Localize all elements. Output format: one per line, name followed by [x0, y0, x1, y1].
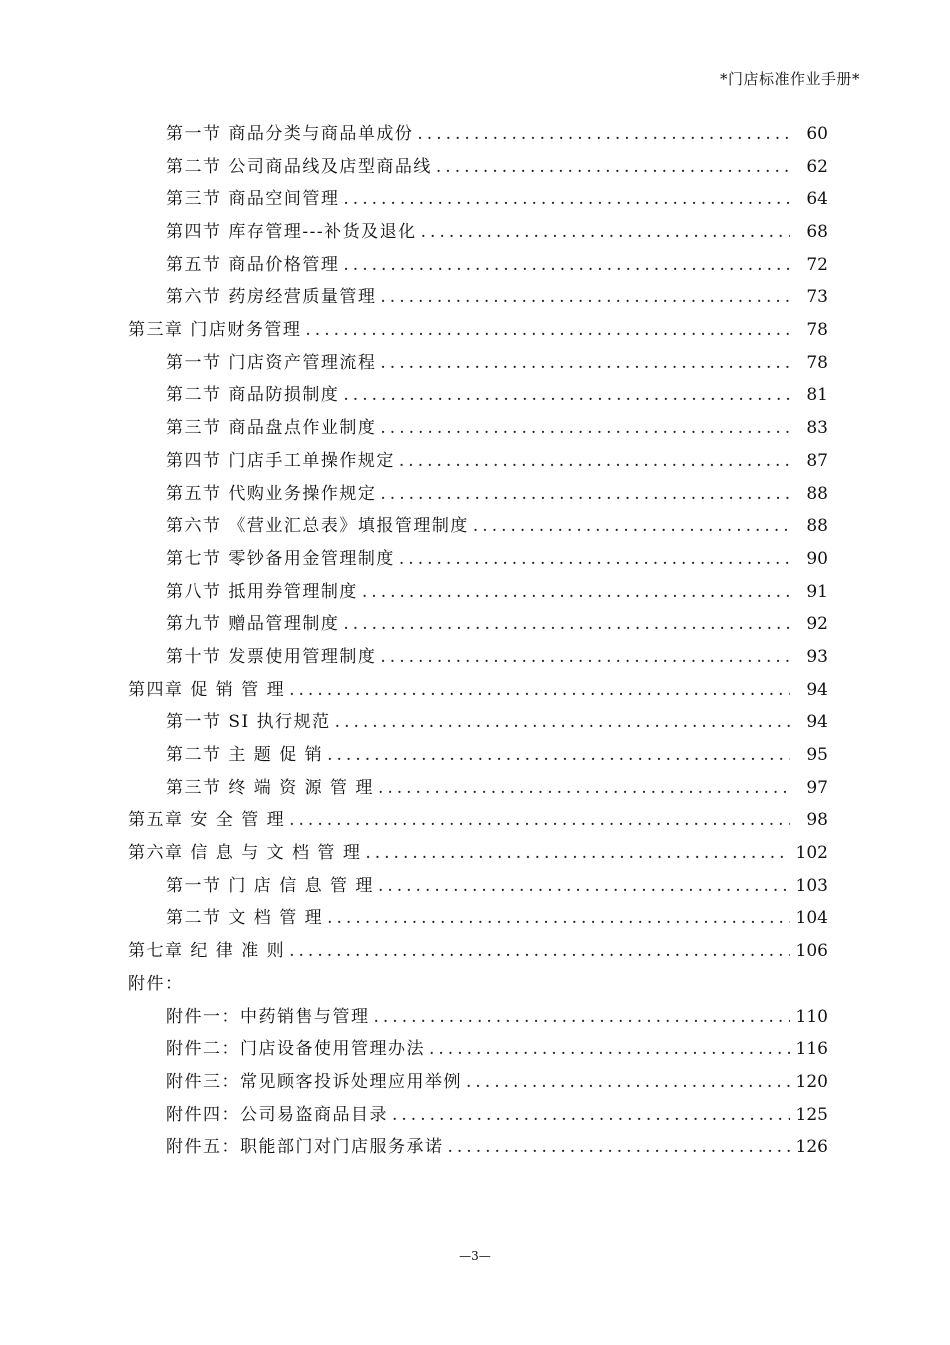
toc-entry-title: 第三节 商品空间管理 [166, 189, 340, 210]
toc-entry[interactable] [128, 1033, 828, 1066]
toc-section-heading [128, 968, 828, 1001]
toc-page-number: 95 [806, 745, 828, 766]
toc-entry-title: 第六章 信 息 与 文 档 管 理 [128, 843, 362, 864]
toc-page-number: 72 [806, 254, 828, 275]
dot-leader [374, 1001, 791, 1034]
toc-entry[interactable] [128, 674, 828, 707]
toc-page-number: 62 [806, 156, 828, 177]
dot-leader [466, 1066, 790, 1099]
dot-leader [399, 445, 790, 478]
dot-leader [343, 183, 790, 216]
toc-entry[interactable] [128, 1066, 828, 1099]
toc-page-number: 98 [806, 810, 828, 831]
toc-entry-title: 第十节 发票使用管理制度 [166, 646, 377, 667]
dot-leader [380, 478, 790, 511]
toc-entry-title: 第四章 促 销 管 理 [128, 679, 286, 700]
toc-page-number: 81 [806, 385, 828, 406]
toc-entry-title: 第一节 门 店 信 息 管 理 [166, 875, 374, 896]
toc-entry[interactable] [128, 1001, 828, 1034]
toc-entry-title: 第三节 终 端 资 源 管 理 [166, 777, 374, 798]
toc-entry[interactable] [128, 1099, 828, 1132]
dot-leader [289, 674, 790, 707]
toc-entry[interactable] [128, 412, 828, 445]
toc-entry-title: 第五章 安 全 管 理 [128, 810, 286, 831]
toc-page-number: 125 [795, 1104, 828, 1125]
toc-entry-title: 附件： [128, 973, 184, 994]
toc-page-number: 116 [795, 1039, 828, 1060]
toc-page-number: 110 [795, 1006, 828, 1027]
toc-entry[interactable] [128, 837, 828, 870]
toc-entry-title: 第五节 商品价格管理 [166, 254, 340, 275]
toc-entry-title: 第五节 代购业务操作规定 [166, 483, 377, 504]
toc-page-number: 94 [806, 712, 828, 733]
toc-entry[interactable] [128, 870, 828, 903]
toc-page-number: 126 [795, 1137, 828, 1158]
toc-entry[interactable] [128, 347, 828, 380]
dot-leader [429, 1033, 790, 1066]
toc-entry-title: 第四节 库存管理---补货及退化 [166, 222, 417, 243]
toc-entry-title: 第七章 纪 律 准 则 [128, 941, 286, 962]
toc-entry[interactable] [128, 706, 828, 739]
toc-page-number: 94 [806, 679, 828, 700]
dot-leader [365, 837, 790, 870]
toc-page-number: 92 [806, 614, 828, 635]
toc-entry[interactable] [128, 608, 828, 641]
toc-entry-title: 附件五：职能部门对门店服务承诺 [166, 1137, 444, 1158]
toc-entry-title: 附件三：常见顾客投诉处理应用举例 [166, 1071, 462, 1092]
dot-leader [421, 216, 790, 249]
toc-entry-title: 附件二：门店设备使用管理办法 [166, 1039, 425, 1060]
dot-leader [392, 1099, 790, 1132]
toc-page-number: 103 [795, 875, 828, 896]
toc-entry[interactable] [128, 903, 828, 936]
toc-entry-title: 第三章 门店财务管理 [128, 320, 302, 341]
toc-page-number: 88 [806, 483, 828, 504]
table-of-contents [128, 118, 828, 1164]
page-number: —3— [459, 1249, 491, 1263]
dot-leader [335, 706, 790, 739]
toc-page-number: 78 [806, 352, 828, 373]
dot-leader [399, 543, 790, 576]
toc-entry[interactable] [128, 216, 828, 249]
toc-entry[interactable] [128, 1131, 828, 1164]
toc-entry[interactable] [128, 772, 828, 805]
toc-page-number: 106 [795, 941, 828, 962]
toc-entry[interactable] [128, 576, 828, 609]
toc-page-number: 91 [806, 581, 828, 602]
toc-entry-title: 第四节 门店手工单操作规定 [166, 450, 395, 471]
toc-entry[interactable] [128, 445, 828, 478]
toc-entry-title: 第二节 商品防损制度 [166, 385, 340, 406]
toc-entry[interactable] [128, 281, 828, 314]
dot-leader [436, 151, 790, 184]
toc-page-number: 97 [806, 777, 828, 798]
toc-entry-title: 第九节 赠品管理制度 [166, 614, 340, 635]
toc-entry[interactable] [128, 510, 828, 543]
toc-entry[interactable] [128, 543, 828, 576]
toc-entry[interactable] [128, 118, 828, 151]
toc-page-number: 60 [806, 123, 828, 144]
dot-leader [343, 379, 790, 412]
dot-leader [305, 314, 790, 347]
toc-page-number: 87 [806, 450, 828, 471]
toc-page-number: 64 [806, 189, 828, 210]
dot-leader [343, 249, 790, 282]
toc-page-number: 73 [806, 287, 828, 308]
toc-entry[interactable] [128, 478, 828, 511]
dot-leader [343, 608, 790, 641]
toc-entry[interactable] [128, 739, 828, 772]
dot-leader [473, 510, 790, 543]
toc-entry-title: 第一节 SI 执行规范 [166, 712, 331, 733]
toc-entry[interactable] [128, 935, 828, 968]
dot-leader [362, 576, 790, 609]
toc-entry[interactable] [128, 804, 828, 837]
dot-leader [380, 641, 790, 674]
toc-entry-title: 第七节 零钞备用金管理制度 [166, 548, 395, 569]
toc-entry[interactable] [128, 151, 828, 184]
toc-entry[interactable] [128, 183, 828, 216]
toc-entry[interactable] [128, 249, 828, 282]
toc-entry[interactable] [128, 314, 828, 347]
toc-page-number: 83 [806, 418, 828, 439]
toc-entry-title: 附件一：中药销售与管理 [166, 1006, 370, 1027]
toc-entry-title: 第六节 药房经营质量管理 [166, 287, 377, 308]
toc-entry-title: 第二节 主 题 促 销 [166, 745, 324, 766]
toc-entry[interactable] [128, 641, 828, 674]
dot-leader [327, 739, 790, 772]
dot-leader [380, 412, 790, 445]
toc-page-number: 90 [806, 548, 828, 569]
toc-page-number: 120 [795, 1071, 828, 1092]
dot-leader [448, 1131, 791, 1164]
dot-leader [380, 347, 790, 380]
toc-entry-title: 第六节 《营业汇总表》填报管理制度 [166, 516, 469, 537]
toc-entry-title: 第一节 门店资产管理流程 [166, 352, 377, 373]
running-header: *门店标准作业手册* [719, 70, 860, 88]
toc-page-number: 102 [795, 843, 828, 864]
toc-entry-title: 第八节 抵用券管理制度 [166, 581, 358, 602]
toc-page-number: 78 [806, 320, 828, 341]
toc-entry-title: 第一节 商品分类与商品单成份 [166, 123, 414, 144]
toc-page-number: 104 [795, 908, 828, 929]
toc-page-number: 88 [806, 516, 828, 537]
dot-leader [327, 902, 790, 935]
dot-leader [378, 870, 790, 903]
dot-leader [417, 118, 790, 151]
dot-leader [380, 281, 790, 314]
dot-leader [289, 804, 790, 837]
toc-entry-title: 第二节 文 档 管 理 [166, 908, 324, 929]
dot-leader [378, 772, 790, 805]
dot-leader [289, 935, 790, 968]
toc-entry-title: 第二节 公司商品线及店型商品线 [166, 156, 432, 177]
toc-page-number: 68 [806, 222, 828, 243]
toc-entry-title: 附件四：公司易盗商品目录 [166, 1104, 388, 1125]
toc-entry-title: 第三节 商品盘点作业制度 [166, 418, 377, 439]
toc-page-number: 93 [806, 646, 828, 667]
toc-entry[interactable] [128, 380, 828, 413]
